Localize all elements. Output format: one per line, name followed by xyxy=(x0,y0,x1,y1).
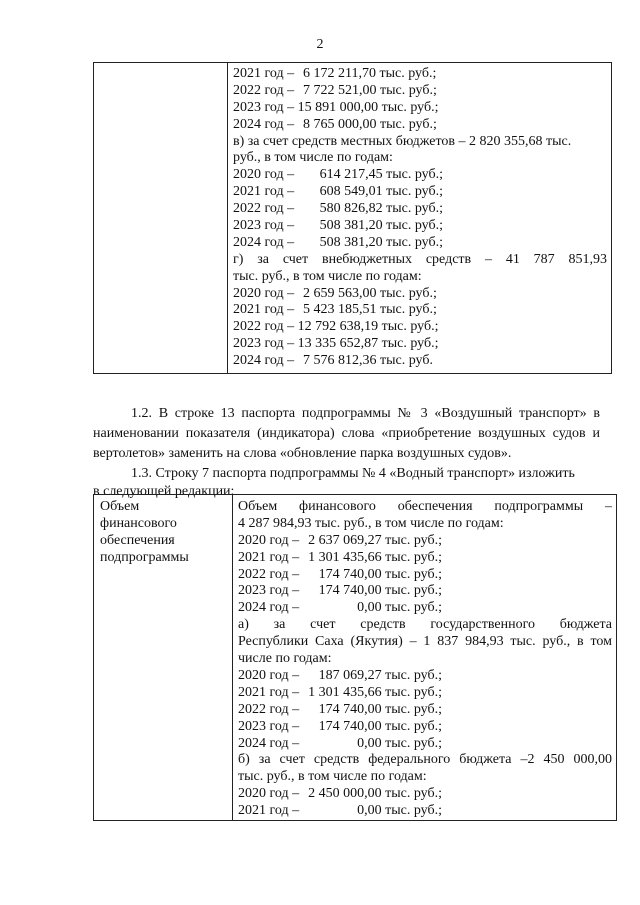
year-lines-group-b xyxy=(233,167,607,251)
year-label: 2022 год – xyxy=(233,82,295,98)
financing-cell xyxy=(233,495,617,821)
year-label: 2021 год – xyxy=(233,184,295,200)
year-label: 2023 год – xyxy=(233,218,295,234)
year-line xyxy=(233,336,607,353)
total-heading-cont: 4 287 984,93 тыс. руб., в том числе по годам: xyxy=(238,515,504,531)
year-label: 2024 год – xyxy=(233,234,295,250)
year-line xyxy=(238,786,612,803)
local-budget-heading-cont: руб., в том числе по годам: xyxy=(233,150,393,166)
label-line: Объем xyxy=(100,499,140,514)
year-label: 2023 год – xyxy=(238,583,300,599)
state-budget-heading-cont: числе по годам: xyxy=(238,651,332,667)
amount-value: 6 172 211,70 тыс. руб.; xyxy=(303,66,437,81)
year-label: 2022 год – 12 792 638,19 тыс. руб.; xyxy=(233,319,439,335)
amount-value: 187 069,27 тыс. руб.; xyxy=(318,667,442,683)
year-line xyxy=(233,235,607,252)
year-line xyxy=(233,201,607,218)
year-line xyxy=(238,685,612,702)
year-line xyxy=(238,719,612,736)
year-line xyxy=(238,803,612,820)
passport-table-continuation xyxy=(93,62,612,374)
year-label: 2023 год – 13 335 652,87 тыс. руб.; xyxy=(233,336,439,352)
amount-value: 2 450 000,00 тыс. руб.; xyxy=(308,786,442,802)
amount-value: 1 301 435,66 тыс. руб.; xyxy=(308,549,442,565)
page-number: 2 xyxy=(316,37,324,52)
year-label: 2021 год – xyxy=(238,549,300,565)
year-line xyxy=(233,353,607,370)
amount-value: 1 301 435,66 тыс. руб.; xyxy=(308,684,442,700)
year-lines-state xyxy=(238,668,612,752)
year-lines-total xyxy=(238,533,612,617)
year-label: 2022 год – xyxy=(238,566,300,582)
table-row xyxy=(94,63,612,374)
year-line xyxy=(233,167,607,184)
year-lines-federal xyxy=(238,786,612,820)
year-label: 2020 год – xyxy=(238,667,300,683)
amount-value: 508 381,20 тыс. руб.; xyxy=(319,218,443,234)
year-label: 2024 год – xyxy=(238,735,300,751)
amount-value: 614 217,45 тыс. руб.; xyxy=(319,167,443,183)
label-line: обеспечения xyxy=(100,532,175,548)
amount-value: 8 765 000,00 тыс. руб.; xyxy=(303,116,437,132)
local-budget-heading: в) за счет средств местных бюджетов – 2 820 355,68 тыс. xyxy=(233,133,572,149)
year-label: 2021 год – xyxy=(233,66,295,81)
year-line xyxy=(238,533,612,550)
amount-value: 5 423 185,51 тыс. руб.; xyxy=(303,302,437,318)
year-line xyxy=(233,184,607,201)
year-line xyxy=(238,668,612,685)
year-line xyxy=(233,286,607,303)
extrabudget-heading: г) за счет внебюджетных средств – 41 787 851,93 xyxy=(233,251,607,267)
year-label: 2023 год – 15 891 000,00 тыс. руб.; xyxy=(233,99,439,115)
year-label: 2023 год – xyxy=(238,718,300,734)
label-line: подпрограммы xyxy=(100,549,189,565)
amount-value: 7 722 521,00 тыс. руб.; xyxy=(303,82,437,98)
paragraph-1-3: 1.3. Строку 7 паспорта подпрограммы № 4 «Водный транспорт» изложить xyxy=(131,466,575,481)
year-line xyxy=(238,702,612,719)
year-line xyxy=(233,218,607,235)
year-label: 2020 год – xyxy=(233,285,295,301)
year-line xyxy=(238,583,612,600)
amount-value: 174 740,00 тыс. руб.; xyxy=(318,701,442,717)
amount-value: 174 740,00 тыс. руб.; xyxy=(318,718,442,734)
amount-value: 0,00 тыс. руб.; xyxy=(357,600,442,616)
year-label: 2020 год – xyxy=(238,532,300,548)
year-label: 2024 год – xyxy=(233,116,295,132)
amount-value: 174 740,00 тыс. руб.; xyxy=(318,566,442,582)
year-label: 2022 год – xyxy=(238,701,300,717)
year-label: 2024 год – xyxy=(238,600,300,616)
federal-budget-heading-cont: тыс. руб., в том числе по годам: xyxy=(238,769,427,785)
year-lines-group-a xyxy=(233,66,607,134)
year-line xyxy=(233,66,607,83)
federal-budget-heading: б) за счет средств федерального бюджета –2 450 000,00 xyxy=(238,752,612,768)
amount-value: 0,00 тыс. руб.; xyxy=(357,735,442,751)
year-line xyxy=(238,736,612,753)
year-line xyxy=(233,100,607,117)
amount-value: 608 549,01 тыс. руб.; xyxy=(319,184,443,200)
financing-cell xyxy=(228,63,612,374)
label-line: финансового xyxy=(100,515,177,531)
year-label: 2020 год – xyxy=(233,167,295,183)
passport-table-water-transport xyxy=(93,494,617,821)
year-line xyxy=(233,319,607,336)
total-heading: Объем финансового обеспечения подпрограммы – xyxy=(238,499,612,514)
paragraph-1-3-cont: в следующей редакции: xyxy=(93,484,235,499)
year-line xyxy=(238,600,612,617)
year-line xyxy=(238,550,612,567)
amount-value: 2 637 069,27 тыс. руб.; xyxy=(308,532,442,548)
table-row xyxy=(94,495,617,821)
year-line xyxy=(238,567,612,584)
state-budget-heading-cont: Республики Саха (Якутия) – 1 837 984,93 тыс. руб., в том xyxy=(238,634,612,650)
year-line xyxy=(233,83,607,100)
extrabudget-heading-cont: тыс. руб., в том числе по годам: xyxy=(233,268,422,284)
year-label: 2024 год – xyxy=(233,353,295,369)
year-line xyxy=(233,302,607,319)
amount-value: 2 659 563,00 тыс. руб.; xyxy=(303,285,437,301)
amount-value: 508 381,20 тыс. руб.; xyxy=(319,234,443,250)
year-label: 2020 год – xyxy=(238,786,300,802)
amount-value: 174 740,00 тыс. руб.; xyxy=(318,583,442,599)
label-cell-empty xyxy=(94,63,228,374)
year-label: 2021 год – xyxy=(233,302,295,318)
amount-value: 0,00 тыс. руб.; xyxy=(357,803,442,819)
year-lines-group-c xyxy=(233,286,607,370)
paragraph-1-2: 1.2. В строке 13 паспорта подпрограммы № 3 «Воздушный транспорт» в наименовании показателя (индикатора) слова «приобретение воздушных судов и вертолетов» заменить на слова «обновление парка воздушных судов». xyxy=(93,406,600,461)
year-label: 2021 год – xyxy=(238,803,300,819)
amount-value: 7 576 812,36 тыс. руб. xyxy=(303,353,433,369)
state-budget-heading: а) за счет средств государственного бюджета xyxy=(238,617,612,633)
label-cell xyxy=(94,495,233,821)
year-line xyxy=(233,117,607,134)
amount-value: 580 826,82 тыс. руб.; xyxy=(319,201,443,217)
year-label: 2021 год – xyxy=(238,684,300,700)
year-label: 2022 год – xyxy=(233,201,295,217)
